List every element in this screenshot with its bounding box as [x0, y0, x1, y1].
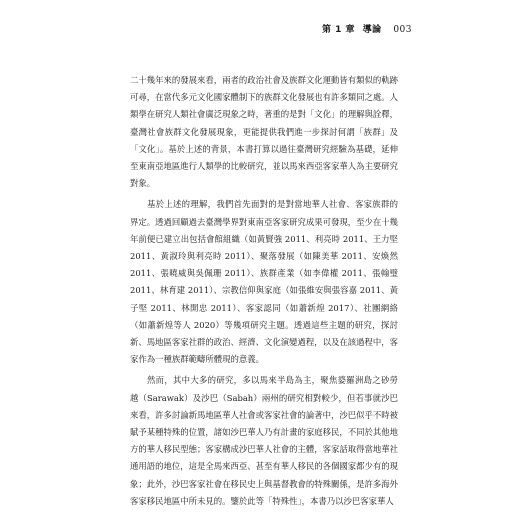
running-header [322, 24, 412, 36]
chapter-label: 第 1 章 [321, 25, 356, 35]
paragraph: 基於上述的理解，我們首先面對的是對當地華人社會、客家族群的界定。透過回顧過去臺灣學界對東南亞客家研究成果可發現，至少在十幾年前便已建立出包括會館組織（如黃賢強 2011、利亮時 2011、王力堅 2011、黃淑玲與利亮時 2011）、聚落發展（如陳美華 2011、安煥然 2011、張曉威與吳佩珊 2011）、族群產業（如李偉權 2011、張翰璧 2011、林育建 2011）、宗教信仰與家庭（如張維安與張容嘉 2011、黃子堅 2011、林開忠 2011）、客家認同（如蕭新煌 2017）、社團網絡（如蕭新煌等人 2020）等幾項研究主題。透過這些主題的研究，探討新、馬地區客家社群的政治、經濟、文化演變過程，以及在該過程中，客家作為一種族群範疇所體現的意義。 [130, 199, 398, 365]
paragraph: 二十幾年來的發展來看，兩者的政治社會及族群文化運動皆有類似的軌跡可尋，在當代多元文化國家體制下的族群文化發展也有許多類同之處。人類學在研究人類社會廣泛現象之時，著重的是對「文化」的理解與詮釋，臺灣社會族群文化發展現象，更能提供我們進一步探討何謂「族群」及「文化」。基於上述的背景，本書打算以過往臺灣研究經驗為基礎，延伸至東南亞地區進行人類學的比較研究，並以馬來西亞客家華人為主要研究對象。 [130, 75, 398, 189]
chapter-title: 導論 [362, 25, 382, 35]
body-text [130, 72, 398, 514]
paragraph: 然而，其中大多的研究，多以馬來半島為主，聚焦婆羅洲島之砂勞越（Sarawak）及沙巴（Sabah）兩州的研究相對較少，但若事就沙巴來看，許多討論新馬地區華人社會或客家社會的論著中，沙巴似乎不時被賦予某種特殊的位置，諸如沙巴華人乃有計畫的家庭移民，不同於其他地方的華人移民型態；客家構成沙巴華人社會的主體，客家話取得當地華社通用語的地位，這是全馬來西亞、甚至有華人移民的各個國家都少有的現象；此外，沙巴客家社會在移民史上與基督教會的特殊關係，是許多海外客家移民地區中所未見的。鑒於此等「特殊性」，本書乃以沙巴客家華人 [130, 375, 398, 506]
page-number: 003 [393, 25, 412, 35]
